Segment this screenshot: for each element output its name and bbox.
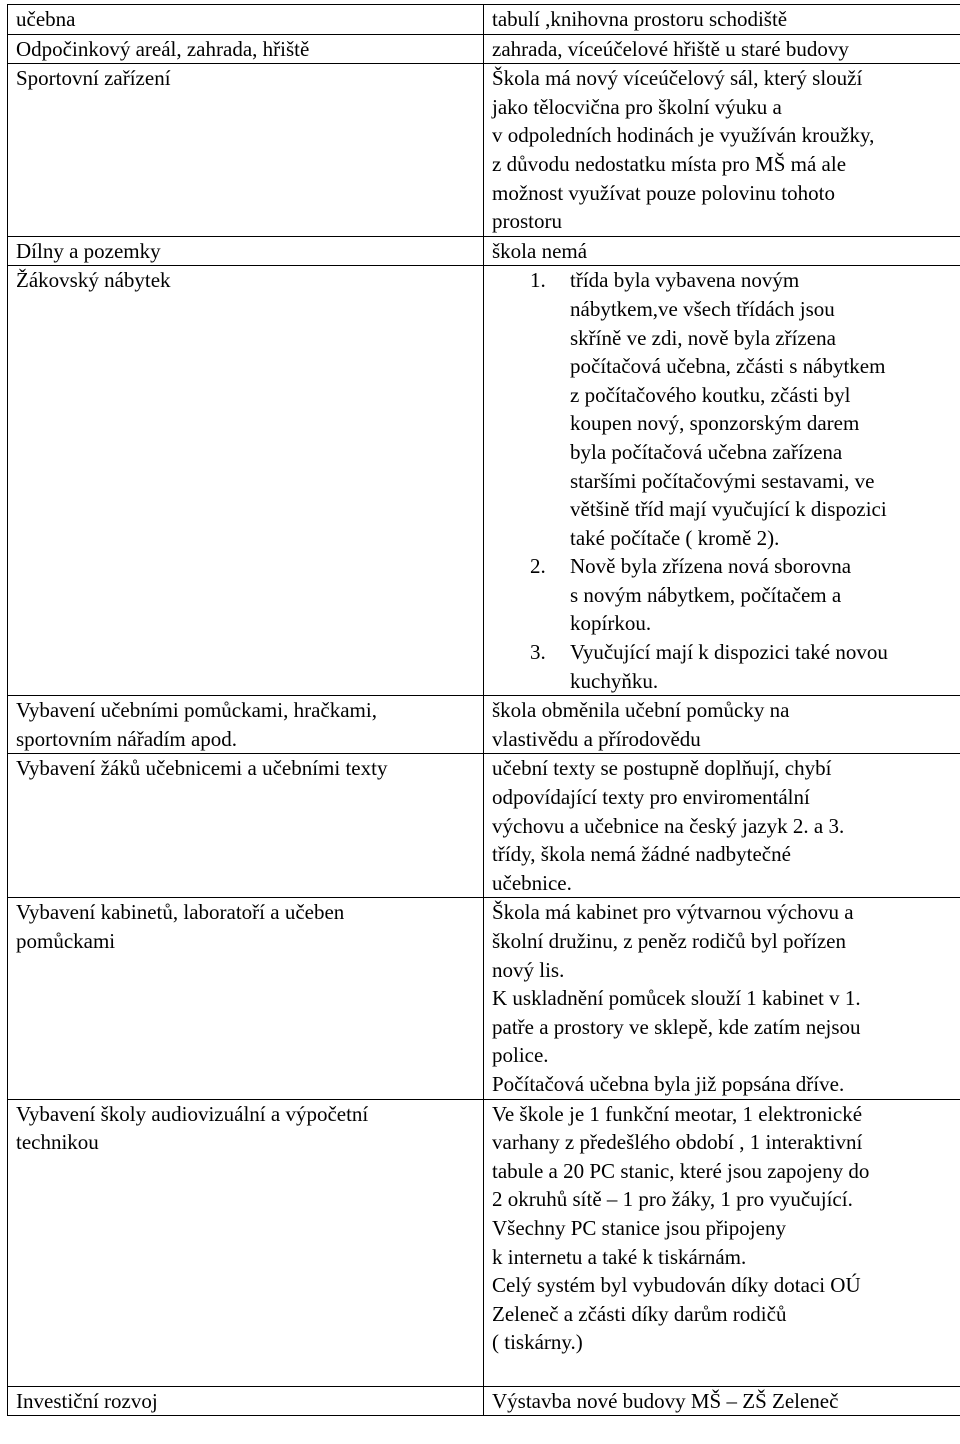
label-line: Vybavení školy audiovizuální a výpočetní	[16, 1101, 369, 1126]
content-line: výchovu a učebnice na český jazyk 2. a 3.	[492, 813, 845, 838]
row-content	[484, 64, 960, 237]
content-line: Vyučující mají k dispozici také novou	[570, 640, 888, 665]
content-line: 2 okruhů sítě – 1 pro žáky, 1 pro vyučující.	[492, 1187, 853, 1212]
content-line: zahrada, víceúčelové hřiště u staré budovy	[492, 36, 849, 61]
list-item	[492, 552, 960, 638]
content-line: kopírkou.	[570, 611, 652, 636]
list-number: 3.	[530, 640, 546, 665]
label-line: pomůckami	[16, 929, 116, 953]
content-line: možnost využívat pouze polovinu tohoto	[492, 180, 835, 205]
content-line: z počítačového koutku, zčásti byl	[570, 382, 851, 407]
content-line: také počítače ( kromě 2).	[570, 525, 780, 550]
content-line: nábytkem,ve všech třídách jsou	[570, 296, 835, 321]
label-line: učebna	[16, 7, 76, 31]
content-line: tabule a 20 PC stanic, které jsou zapojeny do	[492, 1158, 870, 1183]
row-content	[484, 1386, 960, 1416]
label-line: technikou	[16, 1130, 99, 1155]
content-line: Škola má kabinet pro výtvarnou výchovu a	[492, 900, 854, 925]
content-line: k internetu a také k tiskárnám.	[492, 1244, 747, 1269]
content-line: škola obměnila učební pomůcky na	[492, 698, 790, 723]
content-line: třída byla vybavena novým	[570, 268, 800, 293]
content-line: police.	[492, 1043, 549, 1068]
content-line: Počítačová učebna byla již popsána dříve.	[492, 1071, 845, 1096]
content-line: staršími počítačovými sestavami, ve	[570, 468, 875, 493]
content-line: s novým nábytkem, počítačem a	[570, 582, 842, 607]
row-label	[8, 898, 484, 1099]
table-row	[8, 898, 960, 1099]
row-label	[8, 64, 484, 237]
table-row	[8, 1386, 960, 1416]
content-line: koupen nový, sponzorským darem	[570, 411, 860, 436]
label-line: Vybavení kabinetů, laboratoří a učeben	[16, 900, 345, 925]
content-line: Škola má nový víceúčelový sál, který slouží	[492, 66, 863, 91]
content-line: Výstavba nové budovy MŠ – ZŠ Zeleneč	[492, 1388, 839, 1413]
label-line: Vybavení učebními pomůckami, hračkami,	[16, 698, 377, 723]
content-line: tabulí ,knihovna prostoru schodiště	[492, 7, 788, 31]
content-line: prostoru	[492, 209, 562, 234]
row-label	[8, 236, 484, 266]
content-line: odpovídající texty pro enviromentální	[492, 785, 810, 810]
content-line: většině tříd mají vyučující k dispozici	[570, 497, 887, 522]
row-label	[8, 754, 484, 898]
content-line: kuchyňku.	[570, 668, 659, 693]
table-row	[8, 696, 960, 754]
content-line: Zeleneč a zčásti díky darům rodičů	[492, 1301, 787, 1326]
label-line: Dílny a pozemky	[16, 238, 161, 263]
content-line: patře a prostory ve sklepě, kde zatím nejsou	[492, 1014, 861, 1039]
table-row	[8, 754, 960, 898]
label-line: Investiční rozvoj	[16, 1388, 158, 1413]
table-row	[8, 64, 960, 237]
row-label	[8, 1099, 484, 1386]
equipment-table	[7, 4, 960, 1416]
list-number: 2.	[530, 554, 546, 579]
table-row	[8, 236, 960, 266]
table-row	[8, 1099, 960, 1386]
content-line: vlastivědu a přírodovědu	[492, 726, 701, 751]
label-line: Žákovský nábytek	[16, 268, 171, 293]
content-line: skříně ve zdi, nově byla zřízena	[570, 325, 836, 350]
content-line: školní družinu, z peněz rodičů byl pořízen	[492, 929, 846, 953]
row-content	[484, 236, 960, 266]
content-line: počítačová učebna, zčásti s nábytkem	[570, 354, 886, 379]
content-line: Ve škole je 1 funkční meotar, 1 elektronické	[492, 1101, 863, 1126]
row-content	[484, 1099, 960, 1386]
row-content	[484, 898, 960, 1099]
list-number: 1.	[530, 268, 546, 293]
row-label	[8, 696, 484, 754]
row-label	[8, 34, 484, 64]
content-line: v odpoledních hodinách je využíván kroužky,	[492, 123, 875, 148]
content-line: třídy, škola nemá žádné nadbytečné	[492, 842, 791, 867]
row-content	[484, 34, 960, 64]
label-line: sportovním nářadím apod.	[16, 726, 238, 751]
label-line: Odpočinkový areál, zahrada, hřiště	[16, 36, 310, 61]
content-line: škola nemá	[492, 238, 588, 263]
content-line: učební texty se postupně doplňují, chybí	[492, 756, 832, 781]
content-line: varhany z předešlého období , 1 interaktivní	[492, 1130, 863, 1155]
table-row	[8, 5, 960, 35]
content-line: nový lis.	[492, 957, 565, 982]
table-row	[8, 34, 960, 64]
numbered-list	[492, 266, 960, 695]
content-line: K uskladnění pomůcek slouží 1 kabinet v 1.	[492, 986, 861, 1011]
row-content	[484, 5, 960, 35]
row-label	[8, 1386, 484, 1416]
row-content	[484, 754, 960, 898]
content-line: byla počítačová učebna zařízena	[570, 439, 843, 464]
content-line: učebnice.	[492, 870, 572, 895]
content-line: Všechny PC stanice jsou připojeny	[492, 1215, 786, 1240]
row-content	[484, 266, 960, 696]
content-line	[492, 1357, 960, 1386]
table-row	[8, 266, 960, 696]
content-line: jako tělocvična pro školní výuku a	[492, 94, 782, 119]
content-line: Celý systém byl vybudován díky dotaci OÚ	[492, 1273, 861, 1298]
content-line: ( tiskárny.)	[492, 1330, 583, 1355]
content-line: Nově byla zřízena nová sborovna	[570, 554, 852, 579]
label-line: Sportovní zařízení	[16, 66, 171, 91]
list-item	[492, 638, 960, 695]
content-line: z důvodu nedostatku místa pro MŠ má ale	[492, 151, 847, 176]
row-label	[8, 266, 484, 696]
row-label	[8, 5, 484, 35]
list-item	[492, 266, 960, 552]
row-content	[484, 696, 960, 754]
label-line: Vybavení žáků učebnicemi a učebními texty	[16, 756, 388, 781]
